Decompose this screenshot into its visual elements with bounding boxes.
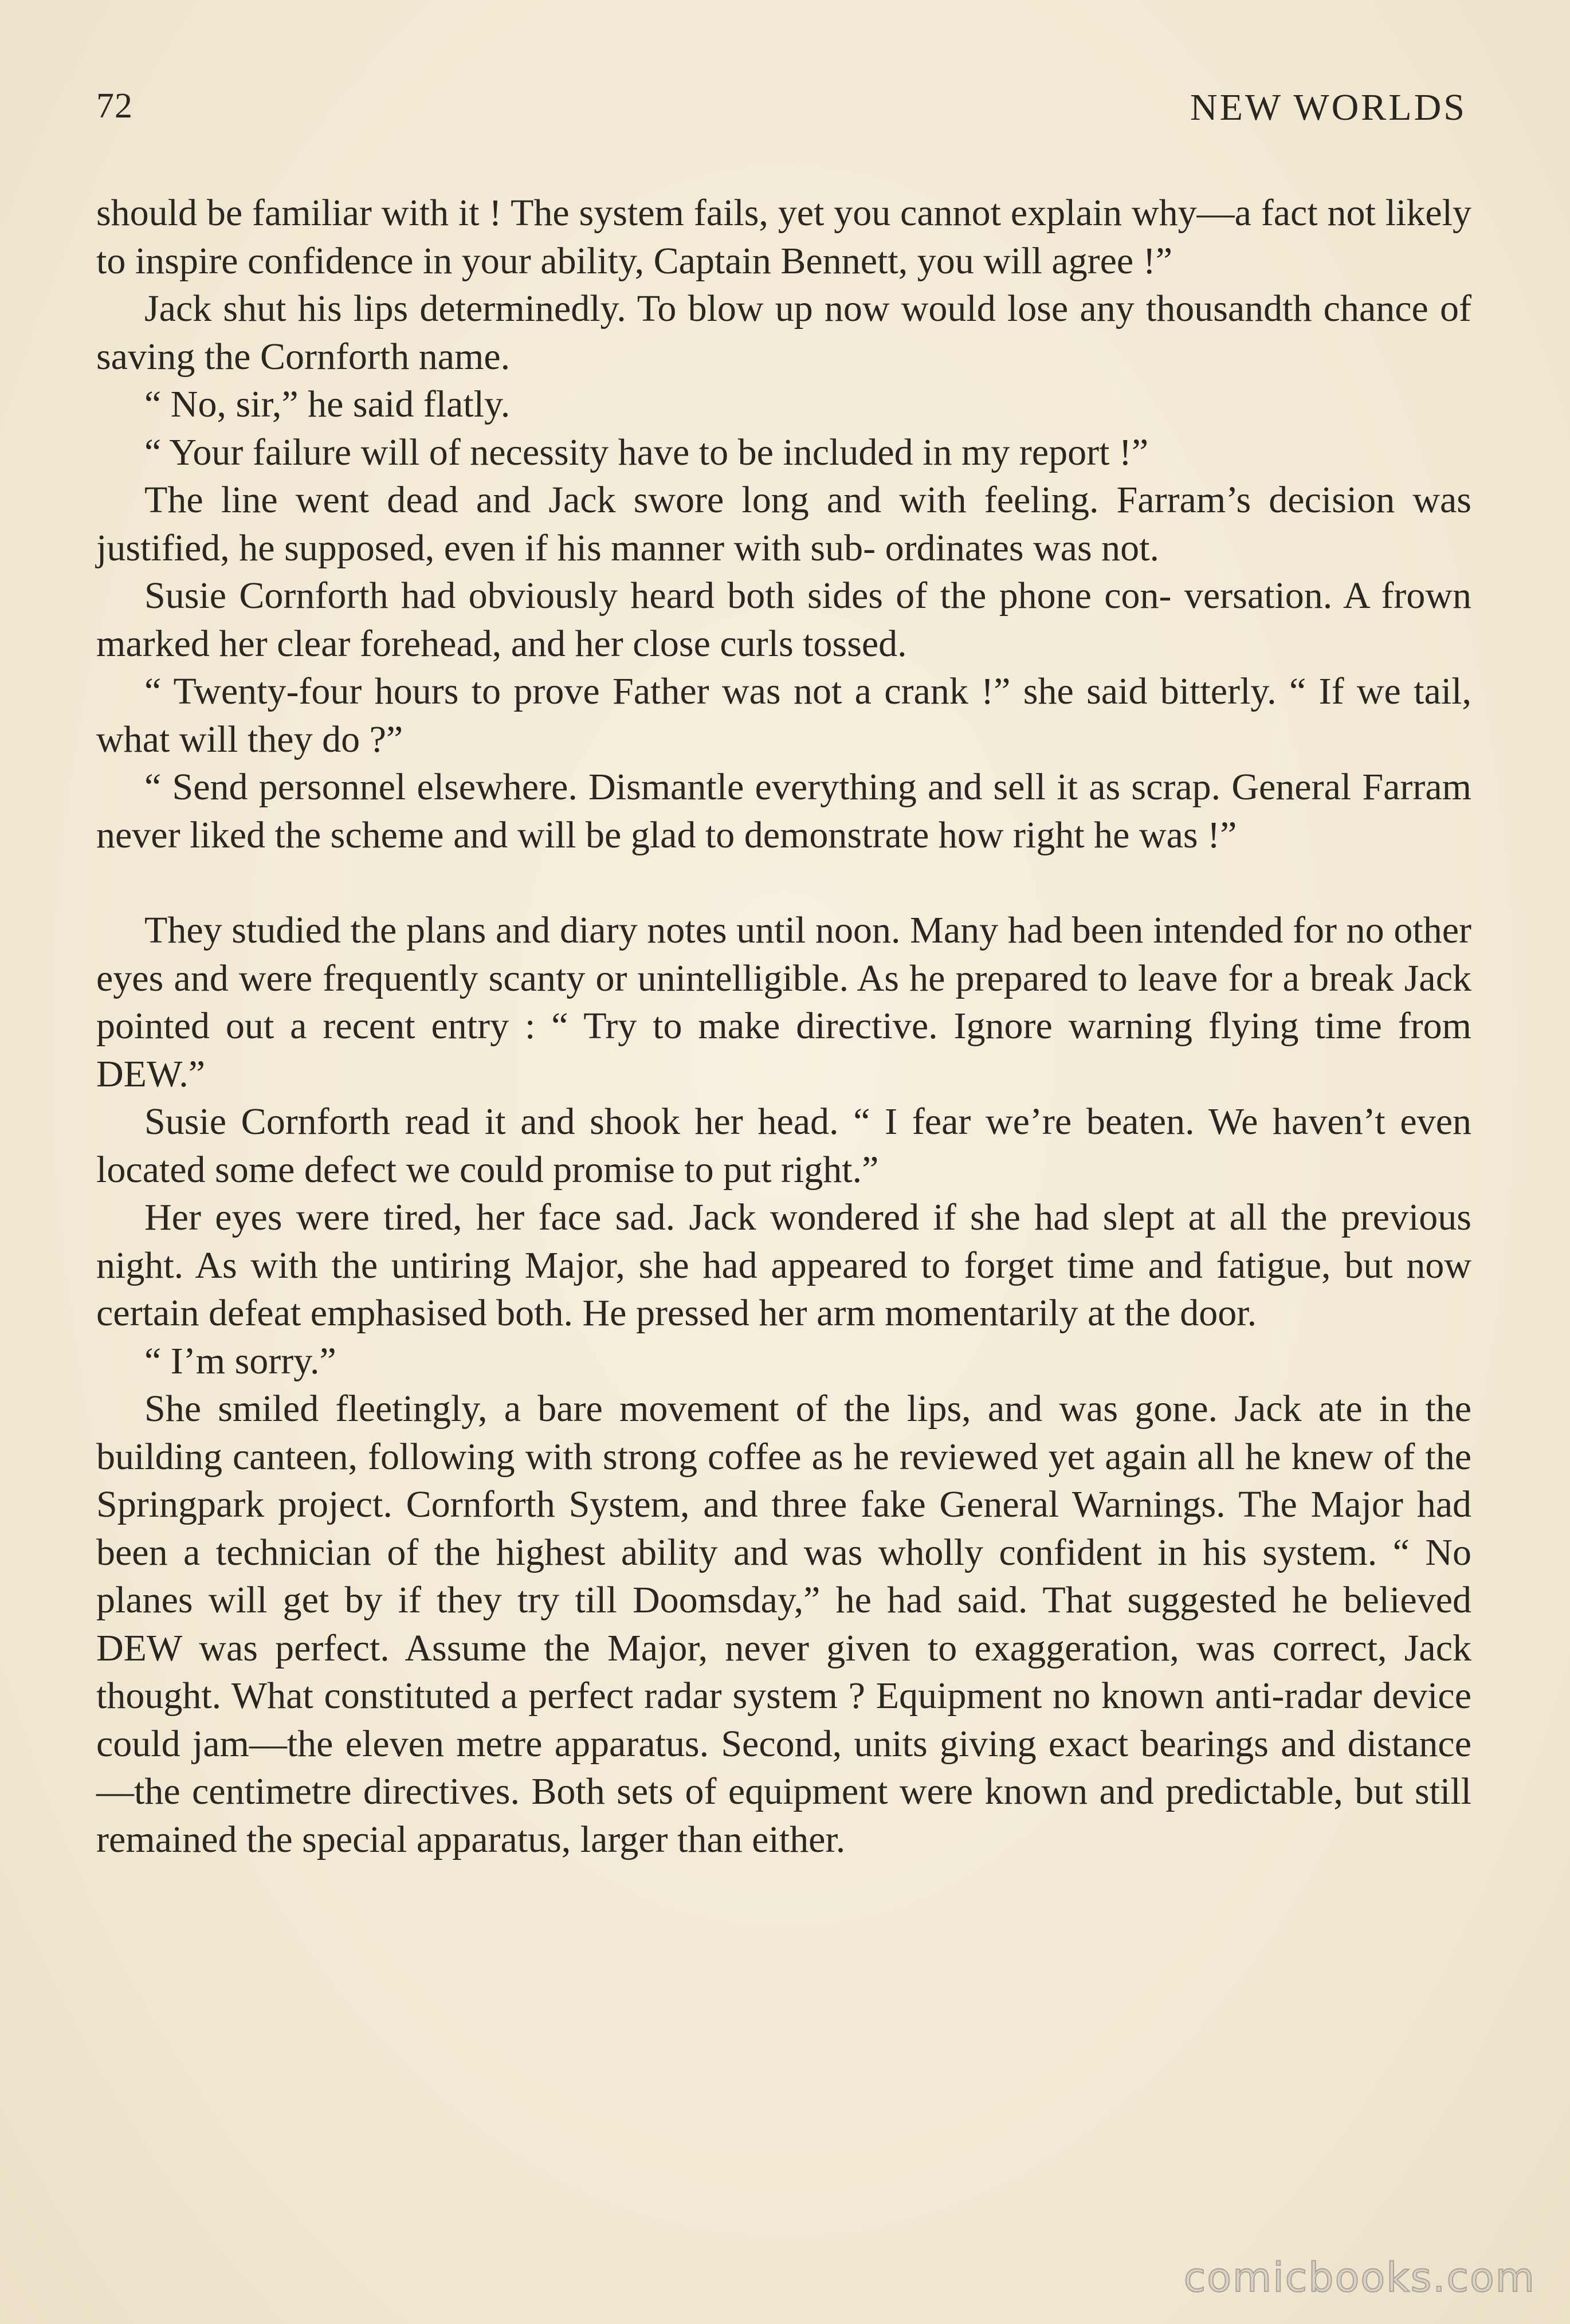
paragraph: “ Send personnel elsewhere. Dismantle everything and sell it as scrap. General Farram never liked the scheme and will be glad to demonstrate how right he was !” [96, 766, 1471, 856]
paragraph: Susie Cornforth read it and shook her head. “ I fear we’re beaten. We haven’t even located some defect we could promise to put right.” [96, 1101, 1471, 1191]
paragraph: She smiled fleetingly, a bare movement of the lips, and was gone. Jack ate in the building canteen, following with strong coffee as he reviewed yet again all he knew of the Springpark project. Cornforth System, and three fake General Warnings. The Major had been a technician of the highest ability and was wholly confident in his system. “ No planes will get by if they try till Doomsday,” he had said. That suggested he believed DEW was perfect. Assume the Major, never given to exaggeration, was correct, Jack thought. What constituted a perfect radar system ? Equipment no known anti-radar device could jam—the eleven metre apparatus. Second, units giving exact bearings and distance—the centimetre directives. Both sets of equipment were known and predictable, but still remained the special apparatus, larger than either. [96, 1388, 1471, 1860]
paragraph: should be familiar with it ! The system fails, yet you cannot explain why—a fact not likely to inspire confidence in your ability, Captain Bennett, you will agree !” [96, 192, 1471, 282]
body-text [96, 189, 1471, 1863]
running-title: NEW WORLDS [1190, 87, 1467, 128]
paragraph: Jack shut his lips determinedly. To blow up now would lose any thousandth chance of saving the Cornforth name. [96, 288, 1471, 378]
running-head [96, 86, 1467, 143]
paragraph: Susie Cornforth had obviously heard both sides of the phone con- versation. A frown marked her clear forehead, and her close curls tossed. [96, 575, 1471, 665]
paragraph: “ Twenty-four hours to prove Father was not a crank !” she said bitterly. “ If we tail, what will they do ?” [96, 670, 1471, 760]
paragraph: “ No, sir,” he said flatly. [144, 383, 511, 425]
page-number: 72 [96, 87, 133, 125]
watermark-logo: comicbooks.com [1183, 2254, 1536, 2301]
paragraph: “ Your failure will of necessity have to be included in my report !” [144, 431, 1149, 473]
paragraph: Her eyes were tired, her face sad. Jack wondered if she had slept at all the previous night. As with the untiring Major, she had appeared to forget time and fatigue, but now certain defeat emphasised both. He pressed her arm momentarily at the door. [96, 1196, 1471, 1334]
section-break [96, 859, 1471, 906]
paragraph: They studied the plans and diary notes until noon. Many had been intended for no other eyes and were frequently scanty or unintelligible. As he prepared to leave for a break Jack pointed out a recent entry : “ Try to make directive. Ignore warning flying time from DEW.” [96, 909, 1471, 1095]
paragraph: “ I’m sorry.” [144, 1340, 336, 1382]
paragraph: The line went dead and Jack swore long and with feeling. Farram’s decision was justified, he supposed, even if his manner with sub- ordinates was not. [96, 479, 1471, 569]
